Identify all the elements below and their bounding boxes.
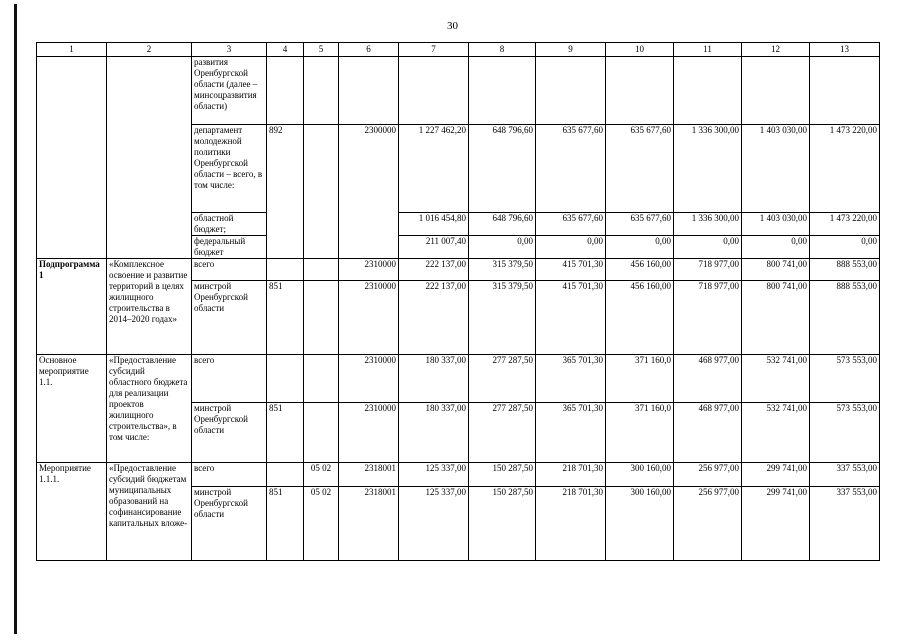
amount-cell: 648 796,60 [469, 213, 536, 236]
amount-cell: 300 160,00 [606, 487, 674, 561]
executor-cell: департамент молодежной политики Оренбургской области – всего, в том числе: [192, 125, 267, 213]
header-cell: 5 [304, 43, 339, 57]
amount-cell: 337 553,00 [810, 487, 880, 561]
amount-cell: 718 977,00 [674, 259, 742, 281]
amount-cell: 0,00 [536, 236, 606, 259]
executor-cell: минстрой Оренбургской области [192, 281, 267, 355]
rzpr-code-cell: 05 02 [304, 487, 339, 561]
amount-cell: 125 337,00 [399, 463, 469, 487]
amount-cell: 635 677,60 [536, 125, 606, 213]
executor-cell: развития Оренбургской области (далее – минсоцразвития области) [192, 57, 267, 125]
amount-cell: 150 287,50 [469, 487, 536, 561]
csr-code-cell: 2310000 [339, 355, 399, 403]
amount-cell: 315 379,50 [469, 259, 536, 281]
executor-cell: минстрой Оренбургской области [192, 487, 267, 561]
amount-cell: 888 553,00 [810, 281, 880, 355]
grbs-code-cell: 851 [267, 403, 304, 463]
program-status-cell: Подпрограмма 1 [37, 259, 107, 355]
csr-code-cell: 2310000 [339, 403, 399, 463]
amount-cell: 0,00 [469, 236, 536, 259]
amount-cell: 532 741,00 [742, 355, 810, 403]
csr-code-cell: 2310000 [339, 259, 399, 281]
column-number-row [37, 43, 880, 57]
amount-cell: 415 701,30 [536, 281, 606, 355]
amount-cell: 0,00 [810, 236, 880, 259]
header-cell: 4 [267, 43, 304, 57]
budget-source-cell: федеральный бюджет [192, 236, 267, 259]
amount-cell: 299 741,00 [742, 487, 810, 561]
program-status-cell: Основное мероприятие 1.1. [37, 355, 107, 463]
amount-cell: 218 701,30 [536, 463, 606, 487]
amount-cell: 1 016 454,80 [399, 213, 469, 236]
amount-cell: 718 977,00 [674, 281, 742, 355]
grbs-code-cell: 851 [267, 281, 304, 355]
table-cell [674, 57, 742, 125]
amount-cell: 532 741,00 [742, 403, 810, 463]
amount-cell: 256 977,00 [674, 487, 742, 561]
amount-cell: 300 160,00 [606, 463, 674, 487]
grbs-code-cell [267, 259, 304, 281]
amount-cell: 1 336 300,00 [674, 213, 742, 236]
amount-cell: 222 137,00 [399, 281, 469, 355]
amount-cell: 1 403 030,00 [742, 125, 810, 213]
amount-cell: 0,00 [674, 236, 742, 259]
csr-code-cell: 2310000 [339, 281, 399, 355]
amount-cell: 1 336 300,00 [674, 125, 742, 213]
program-status-cell: Мероприятие 1.1.1. [37, 463, 107, 561]
header-cell: 13 [810, 43, 880, 57]
table-cell [810, 57, 880, 125]
header-cell: 2 [107, 43, 192, 57]
rzpr-code-cell [304, 259, 339, 281]
page-margin-rule [14, 4, 17, 634]
rzpr-code-cell [304, 355, 339, 403]
amount-cell: 635 677,60 [536, 213, 606, 236]
grbs-code-cell: 851 [267, 487, 304, 561]
table-cell [536, 57, 606, 125]
header-cell: 3 [192, 43, 267, 57]
amount-cell: 315 379,50 [469, 281, 536, 355]
table-cell [267, 57, 304, 125]
table-row [37, 355, 880, 403]
rzpr-code-cell [304, 403, 339, 463]
amount-cell: 150 287,50 [469, 463, 536, 487]
header-cell: 8 [469, 43, 536, 57]
amount-cell: 0,00 [742, 236, 810, 259]
amount-cell: 468 977,00 [674, 355, 742, 403]
program-name-cell: «Комплексное освоение и развитие территорий в целях жилищного строительства в 2014–2020 годах» [107, 259, 192, 355]
amount-cell: 1 403 030,00 [742, 213, 810, 236]
table-cell [399, 57, 469, 125]
amount-cell: 180 337,00 [399, 355, 469, 403]
budget-source-cell: областной бюджет; [192, 213, 267, 236]
amount-cell: 800 741,00 [742, 259, 810, 281]
amount-cell: 218 701,30 [536, 487, 606, 561]
amount-cell: 365 701,30 [536, 355, 606, 403]
grbs-code-cell [267, 463, 304, 487]
amount-cell: 180 337,00 [399, 403, 469, 463]
amount-cell: 365 701,30 [536, 403, 606, 463]
program-name-cell: «Предоставление субсидий областного бюджета для реализации проектов жилищного строительства», в том числе: [107, 355, 192, 463]
executor-cell: минстрой Оренбургской области [192, 403, 267, 463]
table-cell [37, 57, 107, 259]
amount-cell: 456 160,00 [606, 259, 674, 281]
table-cell [469, 57, 536, 125]
amount-cell: 337 553,00 [810, 463, 880, 487]
amount-cell: 222 137,00 [399, 259, 469, 281]
amount-cell: 211 007,40 [399, 236, 469, 259]
table-cell [304, 57, 339, 125]
amount-cell: 371 160,0 [606, 403, 674, 463]
table-cell [107, 57, 192, 259]
table-row [37, 463, 880, 487]
amount-cell: 125 337,00 [399, 487, 469, 561]
amount-cell: 1 473 220,00 [810, 125, 880, 213]
csr-code-cell: 2300000 [339, 125, 399, 259]
amount-cell: 800 741,00 [742, 281, 810, 355]
amount-cell: 256 977,00 [674, 463, 742, 487]
table-cell [742, 57, 810, 125]
amount-cell: 648 796,60 [469, 125, 536, 213]
executor-cell: всего [192, 355, 267, 403]
page-number: 30 [447, 20, 458, 32]
amount-cell: 573 553,00 [810, 403, 880, 463]
csr-code-cell: 2318001 [339, 463, 399, 487]
amount-cell: 1 473 220,00 [810, 213, 880, 236]
header-cell: 6 [339, 43, 399, 57]
csr-code-cell: 2318001 [339, 487, 399, 561]
amount-cell: 277 287,50 [469, 355, 536, 403]
executor-cell: всего [192, 259, 267, 281]
grbs-code-cell: 892 [267, 125, 304, 259]
header-cell: 1 [37, 43, 107, 57]
rzpr-code-cell [304, 281, 339, 355]
amount-cell: 1 227 462,20 [399, 125, 469, 213]
rzpr-code-cell [304, 125, 339, 259]
header-cell: 10 [606, 43, 674, 57]
budget-table [36, 42, 880, 561]
amount-cell: 415 701,30 [536, 259, 606, 281]
table-row [37, 259, 880, 281]
amount-cell: 573 553,00 [810, 355, 880, 403]
amount-cell: 371 160,0 [606, 355, 674, 403]
amount-cell: 468 977,00 [674, 403, 742, 463]
header-cell: 12 [742, 43, 810, 57]
rzpr-code-cell: 05 02 [304, 463, 339, 487]
amount-cell: 0,00 [606, 236, 674, 259]
grbs-code-cell [267, 355, 304, 403]
amount-cell: 456 160,00 [606, 281, 674, 355]
program-name-cell: «Предоставление субсидий бюджетам муниципальных образований на софинансирование капитальных вложе- [107, 463, 192, 561]
table-cell [339, 57, 399, 125]
amount-cell: 635 677,60 [606, 125, 674, 213]
amount-cell: 888 553,00 [810, 259, 880, 281]
executor-cell: всего [192, 463, 267, 487]
table-row [37, 57, 880, 125]
header-cell: 7 [399, 43, 469, 57]
header-cell: 9 [536, 43, 606, 57]
amount-cell: 299 741,00 [742, 463, 810, 487]
amount-cell: 277 287,50 [469, 403, 536, 463]
amount-cell: 635 677,60 [606, 213, 674, 236]
table-cell [606, 57, 674, 125]
header-cell: 11 [674, 43, 742, 57]
